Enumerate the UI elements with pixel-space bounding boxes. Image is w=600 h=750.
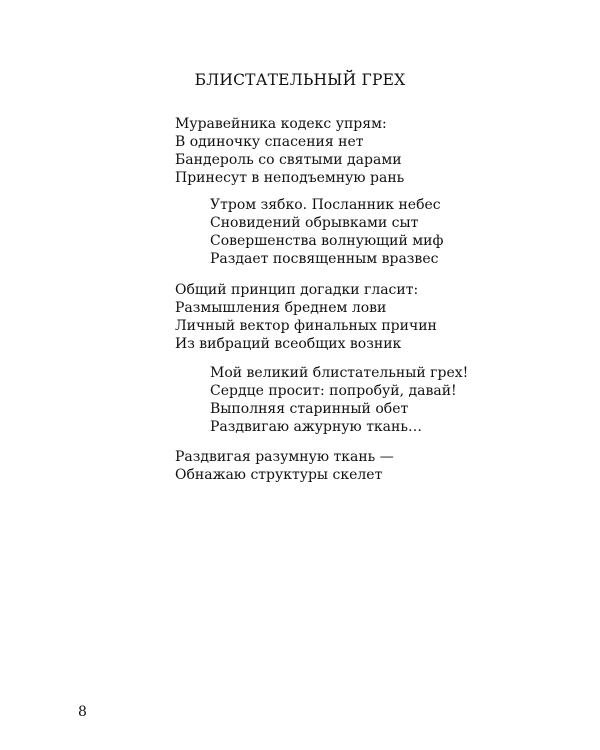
poem-line: Раздвигаю ажурную ткань… bbox=[210, 419, 422, 435]
poem-line: Бандероль со святыми дарами bbox=[175, 152, 402, 168]
poem-line: Раздает посвященным вразвес bbox=[210, 251, 439, 267]
poem-line: Сновидений обрывками сыт bbox=[210, 215, 419, 231]
poem-line: Муравейника кодекс упрям: bbox=[175, 116, 387, 132]
poem-line: Совершенства волнующий миф bbox=[210, 233, 444, 249]
poem-line: Из вибраций всеобщих возник bbox=[175, 336, 402, 352]
poem-line: Принесут в неподъемную рань bbox=[175, 170, 405, 186]
stanza-4 bbox=[210, 364, 468, 436]
poem-line: Размышления бреднем лови bbox=[175, 300, 387, 316]
poem-title: БЛИСТАТЕЛЬНЫЙ ГРЕХ bbox=[194, 71, 406, 89]
poem-line: Личный вектор финальных причин bbox=[175, 318, 437, 334]
poem-line: Общий принцип догадки гласит: bbox=[175, 282, 419, 298]
stanza-5 bbox=[175, 448, 394, 484]
page-number: 8 bbox=[78, 704, 87, 720]
poem-line: Сердце просит: попробуй, давай! bbox=[210, 383, 457, 399]
poem-line: Выполняя старинный обет bbox=[210, 401, 409, 417]
poem-line: В одиночку спасения нет bbox=[175, 134, 364, 150]
poem-line: Раздвигая разумную ткань — bbox=[175, 449, 394, 465]
stanza-3 bbox=[175, 281, 437, 353]
stanza-1 bbox=[175, 115, 404, 187]
stanza-2 bbox=[210, 196, 443, 268]
poem-line: Обнажаю структуры скелет bbox=[175, 467, 383, 483]
poem-line: Мой великий блистательный грех! bbox=[210, 365, 469, 381]
poem-line: Утром зябко. Посланник небес bbox=[210, 197, 441, 213]
